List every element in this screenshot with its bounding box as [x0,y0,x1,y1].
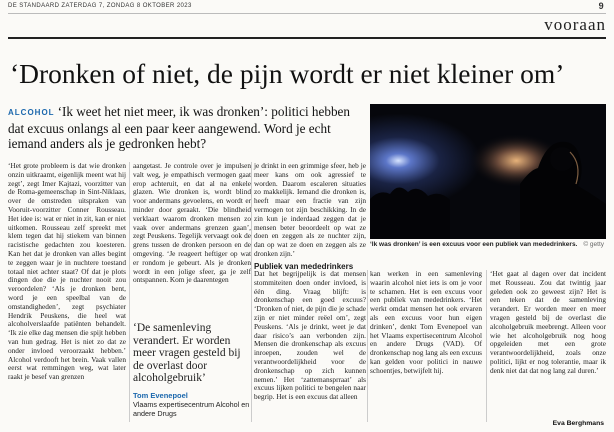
pull-quote [133,322,251,418]
quote-author: Tom Evenepoel [133,390,188,400]
page-number: 9 [598,1,604,11]
subheading: Publiek van mededrinkers [254,261,354,271]
article-column-2 [133,162,251,285]
quote-text: ‘De samenleving verandert. Er worden meer vragen gesteld bij de overlast door alcoholgebruik’ [133,322,241,384]
section-rule [8,37,606,39]
silhouette-crowd-image [370,104,606,239]
caption-text: ‘Ik was dronken’ is een excuus voor een publiek van mededrinkers. [370,241,578,248]
article-column-5 [490,270,606,376]
kicker [8,104,364,152]
column-divider [486,270,487,422]
body-text: ‘Het gaat al dagen over dat incident met Rousseau. Zou dat twintig jaar geleden ook zo geweest zijn? Het is een teken dat de samenleving verandert. Er worden meer en meer vragen gesteld bij de overlast die alcoholgebruik meebrengt. Alleen voor wie het alcoholgebruik nog hoog opgeleiden met een grote verantwoordelijkheid, zoals onze politici, lijkt er nog tolerantie, maar ik denk niet dat dat nog lang zal duren.’ [490,269,606,375]
column-divider [129,162,130,422]
kicker-text: ‘Ik weet het niet meer, ik was dronken’: politici hebben dat excuus onlangs al een paar keer aangewend. Word je echt iemand anders als je gedronken hebt? [8,104,350,151]
article-photo [370,104,606,239]
article-column-1 [8,162,126,382]
section-label: vooraan [544,15,606,34]
body-text: ‘Het grote probleem is dat wie dronken onzin uitkraamt, eigenlijk meent wat hij zegt’, zegt Imer Kajtazi, voorzitter van de Roma-gemeenschap in Sint-Niklaas, over de omstreden uitspraken van Vooruit-voorzitter Conner Rousseau. Het idee is: wat er niet in zit, kan er niet uitkomen. Rousseau zelf spreekt met klem tegen dat hij stiekem van binnen racistische gedachten zou koesteren. Kan het dat je dronken van alles begint te zeggen waar je in nuchtere toestand totaal niet achter staat? Of dat je plots dingen doe die je nuchter nooit zou veroordelen? ‘Als je dronken bent, word je een speelbal van de omstandigheden’, zegt psychiater Hendrik Peuskens, die heel wat alcoholverslaafde patiënten behandelt. ‘Ik zie elke dag mensen die spijt hebben van hun gedrag. Het is niet zo dat ze onder invloed veroorzaakt hebben.’ Alcohol verdooft het brein. Vaak vallen eerst wat remmingen weg, wat later raakt je besef van grenzen [8,161,126,382]
column-divider [251,162,252,422]
body-text: kan werken in een samenleving waarin alcohol niet iets is om je voor te schamen. Het is een excuus voor een publiek van mededrinkers. ‘Het werkt omdat mensen het ook ervaren als een excuus voor hun eigen drinken’, denkt Tom Evenepoel van het Vlaams expertisecentrum Alcohol en andere Drugs (VAD). Of dronkenschap nog lang als een excuus kan gelden voor politici in nauwe schoentjes, betwijfelt hij. [370,269,482,375]
publication-line: DE STANDAARD ZATERDAG 7, ZONDAG 8 OKTOBER 2023 [8,3,192,9]
body-text: Dat het begrijpelijk is dat mensen stommiteiten doen onder invloed, is één ding. Vraag blijft: is dronkenschap een goed excuus? ‘Dronken of niet, de pijn die je schade zijn er niet minder reëel om’, zegt Peuskens. ‘Als je drinkt, weet je dat daar risico’s aan verbonden zijn. Mensen die dronkenschap als excuus inroepen, zouden wel de verantwoordelijkheid voor de dronkenschap op zich kunnen nemen.’ Het ‘zattemansprraat’ als excuus lijken politici te bengelen naar begrip. Het is een excuus dat alleen [254,269,366,402]
photo-caption [370,241,606,248]
article-column-4 [370,270,482,376]
topic-tag: ALCOHOL [8,108,55,117]
photo-credit: © getty [583,241,604,248]
body-text: aangetast. Je controle over je impulsen valt weg, je empathisch vermogen gaat erop achteruit, en dat al na enkele glazen. Wie dronken is, wordt blind voor andermans gevoelens, en wordt er minder door geraakt. ‘Die blindheid verklaart waarom dronken mensen zo vaak over andermans grenzen gaan’, zegt Peuskens. Tegelijk vervaagt ook de grens tussen de dronken persoon en de omgeving. ‘Je reageert heftiger op wat er rondom je gebeurt. Als je dronken wordt in een jolige sfeer, ga je zelf ontspannen. Kom je daarentegen [133,161,251,285]
body-text: je drinkt in een grimmige sfeer, heb je meer kans om ook agressief te worden. Daarom escaleren situaties zo makkelijk. Iemand die dronken is, heeft maar een fractie van zijn vermogen tot zijn beschikking. In de zin kun je inderdaad zeggen dat je mensen beter beoordeelt op wat ze doen en zeggen als ze nuchter zijn, dan op wat ze doen en zeggen als ze dronken zijn.’ [254,161,366,258]
page-header [8,2,606,14]
article-author: Eva Berghmans [552,420,604,427]
article-column-3 [254,162,366,274]
quote-author-role: Vlaams expertisecentrum Alcohol en andere Drugs [133,399,250,418]
column-divider [367,270,368,422]
headline: ‘Dronken of niet, de pijn wordt er niet kleiner om’ [10,58,565,89]
article-column-3-lower [254,270,366,402]
